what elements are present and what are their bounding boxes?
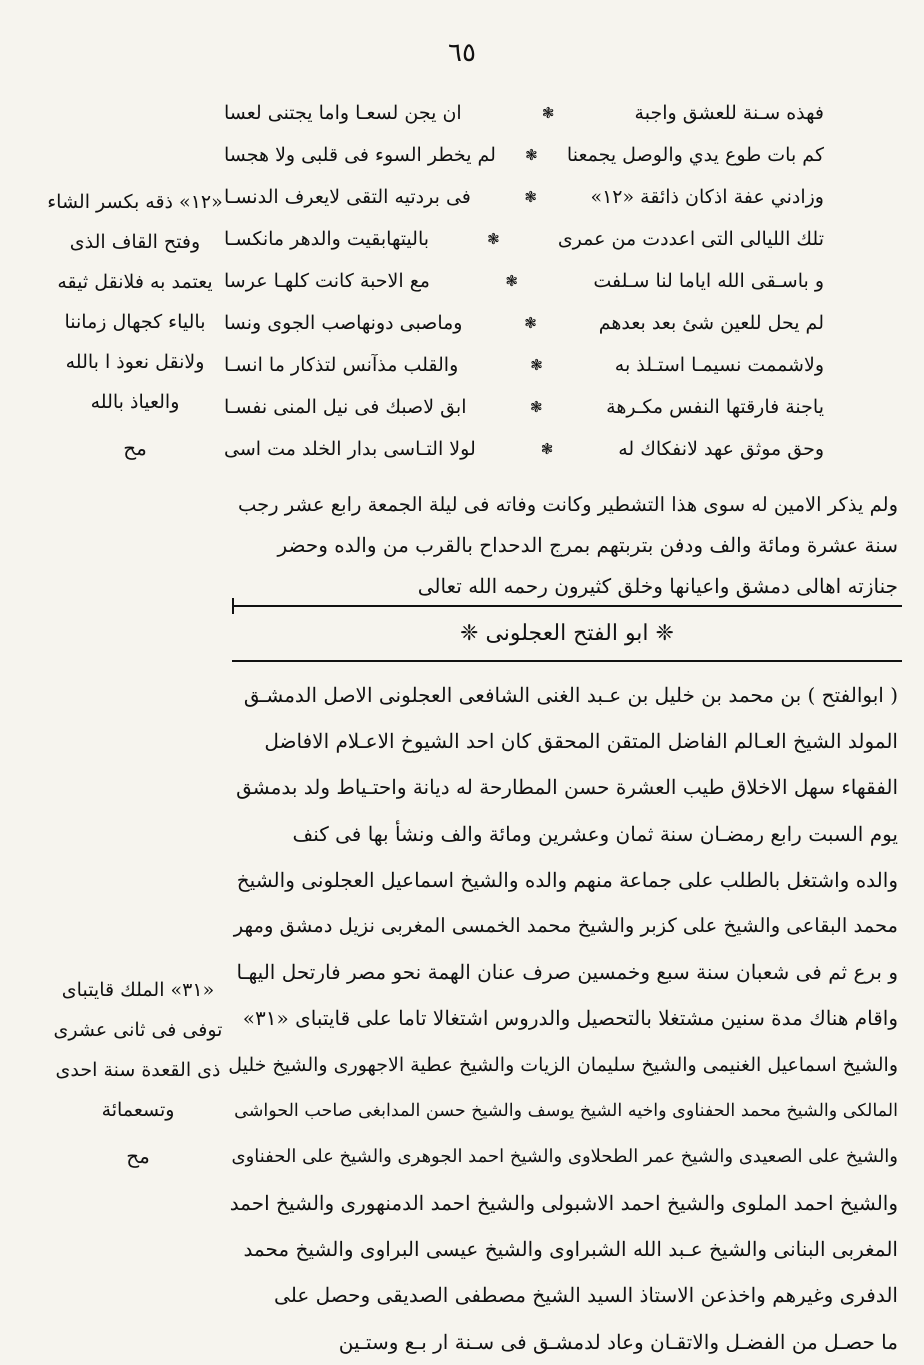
- heading-rule-top: [232, 605, 902, 607]
- verse-separator-icon: ❃: [524, 314, 537, 332]
- section-heading-text: ابو الفتح العجلونى: [485, 621, 649, 646]
- verse-first-hemistich: لم يحل للعين شئ بعد بعدهم: [598, 312, 824, 334]
- prose-line: والده واشتغل بالطلب على جماعة منهم والده والشيخ اسماعيل العجلونى والشيخ: [236, 867, 898, 892]
- note-line: والعياذ بالله: [90, 391, 180, 413]
- prose-line: المالكى والشيخ محمد الحفناوى واخيه الشيخ يوسف والشيخ حسن المدابغى صاحب الحواشى: [234, 1100, 898, 1121]
- verse-first-hemistich: تلك الليالى التى اعددت من عمرى: [557, 228, 824, 250]
- verse-separator-icon: ❃: [530, 398, 543, 416]
- verse-line: [224, 260, 824, 302]
- verse-first-hemistich: فهذه سـنة للعشق واجبة: [634, 102, 824, 124]
- prose-line: واقام هناك مدة سنين مشتغلا بالتحصيل والدروس اشتغالا تاما على قايتباى «٣١»: [242, 1006, 898, 1031]
- verse-first-hemistich: ولاشممت نسيمـا استـلذ به: [614, 354, 824, 376]
- verse-second-hemistich: وماصبى دونهاصب الجوى ونسا: [224, 312, 463, 334]
- verse-line: [224, 344, 824, 386]
- margin-note-1: [30, 182, 240, 468]
- verse-second-hemistich: والقلب مذآنس لتذكار ما انسـا: [224, 354, 459, 376]
- verse-first-hemistich: وحق موثق عهد لانفكاك له: [618, 438, 824, 460]
- verse-first-hemistich: و باسـقى الله اياما لنا سـلفت: [593, 270, 824, 292]
- ornament-icon: ❈: [655, 621, 674, 646]
- prose-line: والشيخ احمد الملوى والشيخ احمد الاشبولى والشيخ احمد الدمنهورى والشيخ احمد: [229, 1191, 898, 1216]
- verse-separator-icon: ❃: [525, 146, 538, 164]
- note-signature: مح: [126, 1144, 150, 1168]
- verse-second-hemistich: فى بردتيه التقى لايعرف الدنسـا: [224, 186, 471, 208]
- verse-first-hemistich: ياجنة فارقتها النفس مكـرهة: [606, 396, 824, 418]
- verse-line: [224, 386, 824, 428]
- poem-verses: [224, 92, 824, 470]
- verse-line: [224, 218, 824, 260]
- verse-separator-icon: ❃: [530, 356, 543, 374]
- note-line: بالياء كجهال زماننا: [64, 311, 206, 333]
- note-signature: مح: [123, 436, 147, 460]
- verse-first-hemistich: كم بات طوع يدي والوصل يجمعنا: [566, 144, 824, 166]
- ornament-icon: ❈: [460, 621, 479, 646]
- heading-rule-bottom: [232, 660, 902, 662]
- note-line: ذى القعدة سنة احدى: [55, 1059, 221, 1081]
- prose-bottom: [226, 672, 898, 1365]
- verse-line: [224, 92, 824, 134]
- prose-line: والشيخ اسماعيل الغنيمى والشيخ سليمان الزيات والشيخ عطية الاجهورى والشيخ خليل: [228, 1053, 898, 1076]
- verse-second-hemistich: ابق لاصبك فى نيل المنى نفسـا: [224, 396, 467, 418]
- margin-note-2: [38, 970, 238, 1176]
- verse-separator-icon: ❃: [524, 188, 537, 206]
- prose-top: [230, 484, 898, 607]
- prose-line: الدفرى وغيرهم واخذعن الاستاذ السيد الشيخ مصطفى الصديقى وحصل على: [274, 1283, 898, 1308]
- verse-second-hemistich: ان يجن لسعـا واما يجتنى لعسا: [224, 102, 462, 124]
- note-line: «١٢» ذقه بكسر الشاء: [47, 191, 223, 213]
- verse-line: [224, 134, 824, 176]
- prose-line: الفقهاء سهل الاخلاق طيب العشرة حسن المطارحة له ديانة واحتـياط ولد بدمشق: [236, 775, 898, 800]
- verse-second-hemistich: بالیتهابقیت والدهر مانکسـا: [224, 228, 430, 250]
- verse-line: [224, 302, 824, 344]
- prose-line: ولم يذكر الامين له سوى هذا التشطير وكانت وفاته فى ليلة الجمعة رابع عشر رجب: [237, 493, 898, 516]
- verse-second-hemistich: لم يخطر السوء فى قلبى ولا هجسا: [224, 144, 496, 166]
- verse-separator-icon: ❃: [505, 272, 518, 290]
- verse-second-hemistich: لولا التـاسى بدار الخلد مت اسى: [224, 438, 476, 460]
- prose-line: يوم السبت رابع رمضـان سنة ثمان وعشرين ومائة والف ونشأ بها فى كنف: [292, 821, 898, 846]
- prose-line: سنة عشرة ومائة والف ودفن بتربتهم بمرج الدحداح بالقرب من والده وحضر: [277, 533, 898, 557]
- note-line: ولانقل نعوذ ا بالله: [65, 351, 205, 373]
- verse-second-hemistich: مع الاحبة كانت كلهـا عرسا: [224, 270, 430, 292]
- prose-line: و برع ثم فى شعبان سنة سبع وخمسين صرف عنان الهمة نحو مصر فارتحل اليهـا: [236, 960, 898, 985]
- verse-line: [224, 428, 824, 470]
- verse-separator-icon: ❃: [541, 104, 555, 122]
- prose-line: ما حصـل من الفضـل والاتقـان وعاد لدمشـق فى سـنة ار بـع وستـين: [338, 1329, 898, 1354]
- verse-first-hemistich: وزادني عفة اذكان ذائقة «١٢»: [590, 186, 824, 208]
- prose-line: المولد الشيخ العـالم الفاضل المتقن المحقق كان احد الشيوخ الاعـلام الافاضل: [264, 729, 898, 754]
- prose-line: والشيخ على الصعيدى والشيخ عمر الطحلاوى والشيخ احمد الجوهرى والشيخ على الحفناوى: [231, 1145, 898, 1167]
- prose-line: المغربى البنانى والشيخ عـبد الله الشبراوى والشيخ عيسى البراوى والشيخ محمد: [243, 1237, 898, 1262]
- note-line: وتسعمائة: [101, 1099, 175, 1121]
- verse-separator-icon: ❃: [540, 440, 554, 458]
- verse-line: [224, 176, 824, 218]
- note-line: توفى فى ثانى عشرى: [53, 1019, 223, 1041]
- note-line: يعتمد به فلانقل ثيقه: [57, 271, 213, 293]
- page-number: ٦٥: [448, 38, 476, 68]
- prose-line: جنازته اهالى دمشق واعيانها وخلق كثيرون رحمه الله تعالى: [417, 574, 898, 598]
- prose-line: محمد البقاعى والشيخ على كزبر والشيخ محمد الخمسى المغربى نزيل دمشق ومهر: [233, 913, 898, 937]
- prose-line: ( ابوالفتح ) بن محمد بن خليل بن عـبد الغنى الشافعى العجلونى الاصل الدمشـق: [243, 683, 898, 707]
- verse-separator-icon: ❃: [487, 230, 500, 248]
- note-line: «٣١» الملك قايتباى: [61, 979, 215, 1001]
- note-line: وفتح القاف الذى: [69, 231, 201, 253]
- section-heading: [232, 612, 902, 656]
